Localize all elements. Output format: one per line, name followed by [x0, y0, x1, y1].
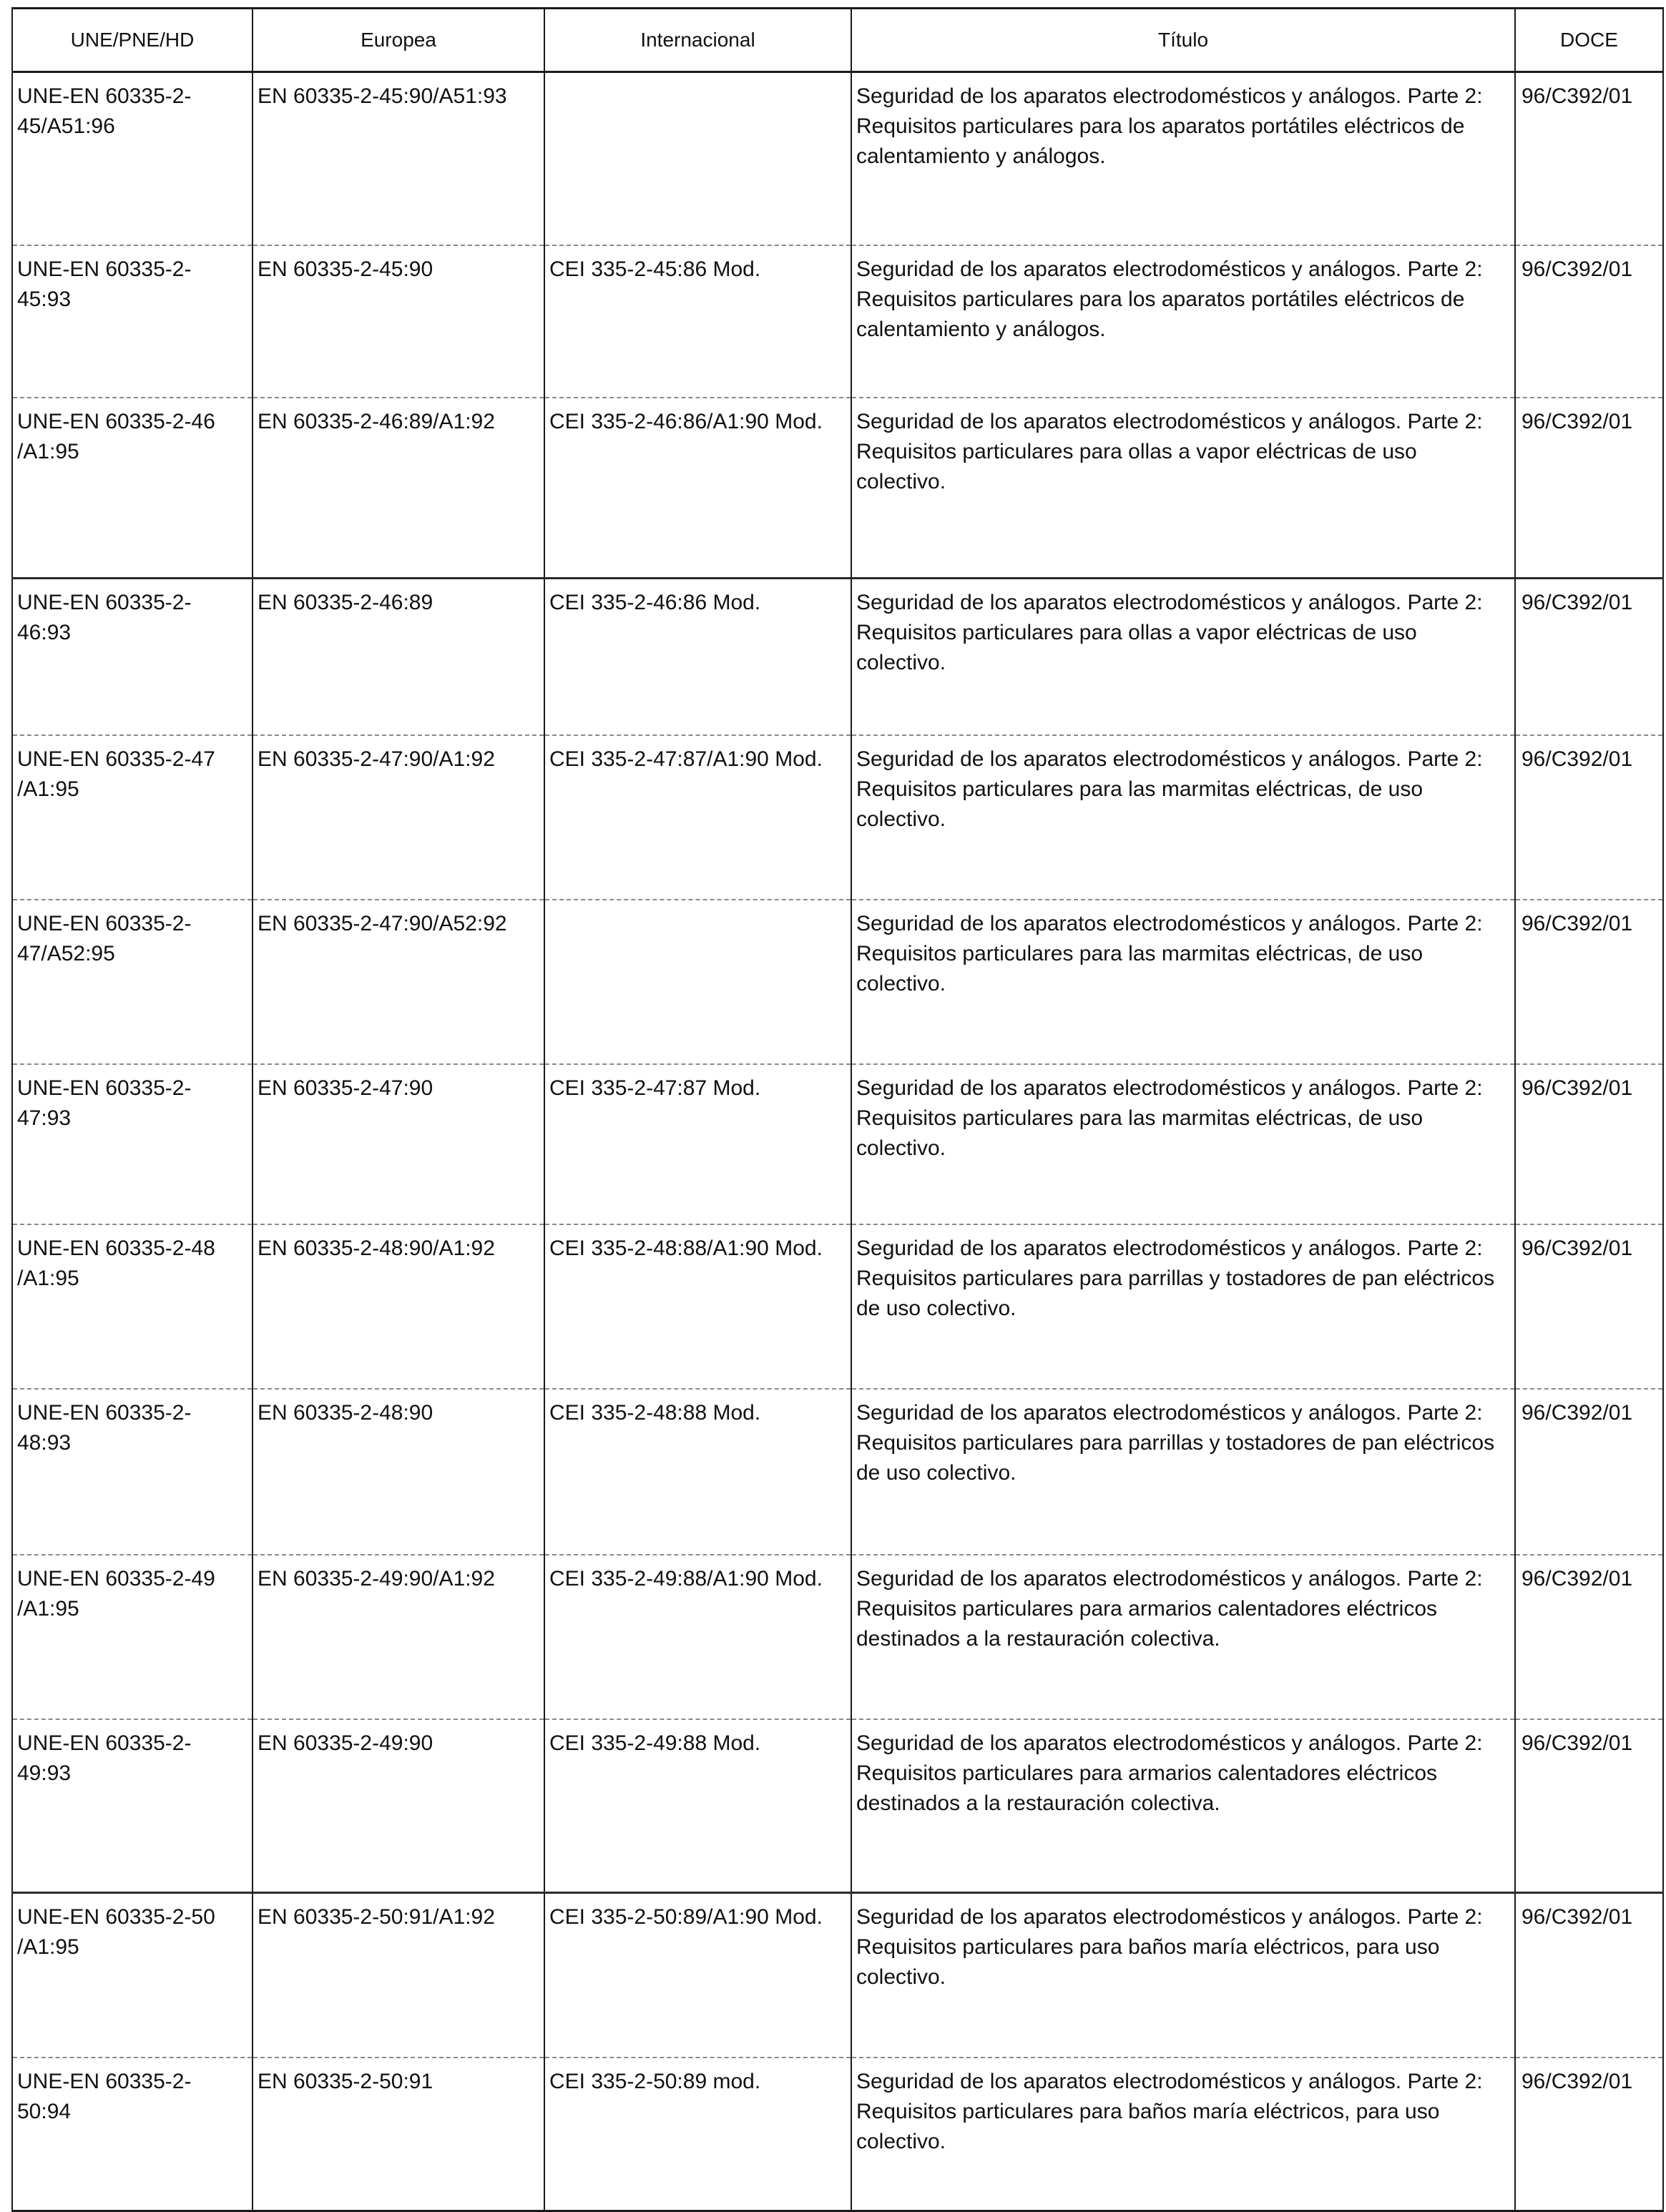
table-row	[12, 245, 1663, 398]
cell-doce: 96/C392/01	[1515, 1719, 1663, 1893]
cell-une: UNE-EN 60335-2-50 /A1:95	[12, 1893, 253, 2058]
cell-doce: 96/C392/01	[1515, 1893, 1663, 2058]
cell-titulo: Seguridad de los aparatos electrodomésticos y análogos. Parte 2: Requisitos particulares para armarios calentadores eléctricos destinados a la restauración colectiva.	[851, 1555, 1515, 1719]
cell-internacional: CEI 335-2-50:89/A1:90 Mod.	[544, 1893, 851, 2058]
cell-doce: 96/C392/01	[1515, 900, 1663, 1064]
cell-europea: EN 60335-2-50:91/A1:92	[253, 1893, 544, 2058]
cell-internacional: CEI 335-2-46:86/A1:90 Mod.	[544, 398, 851, 579]
cell-internacional	[544, 900, 851, 1064]
cell-titulo: Seguridad de los aparatos electrodomésticos y análogos. Parte 2: Requisitos particulares para armarios calentadores eléctricos destinados a la restauración colectiva.	[851, 1719, 1515, 1893]
cell-europea: EN 60335-2-49:90/A1:92	[253, 1555, 544, 1719]
cell-une: UNE-EN 60335-2-49 /A1:95	[12, 1555, 253, 1719]
header-europea: Europea	[253, 9, 544, 72]
cell-europea: EN 60335-2-48:90/A1:92	[253, 1224, 544, 1389]
cell-europea: EN 60335-2-47:90/A52:92	[253, 900, 544, 1064]
cell-internacional: CEI 335-2-47:87 Mod.	[544, 1064, 851, 1224]
cell-titulo: Seguridad de los aparatos electrodomésticos y análogos. Parte 2: Requisitos particulares para las marmitas eléctricas, de uso colectivo.	[851, 735, 1515, 900]
cell-titulo: Seguridad de los aparatos electrodomésticos y análogos. Parte 2: Requisitos particulares para baños maría eléctricos, para uso colectivo.	[851, 1893, 1515, 2058]
table-row	[12, 735, 1663, 900]
table-row	[12, 72, 1663, 246]
cell-internacional: CEI 335-2-45:86 Mod.	[544, 245, 851, 398]
cell-une: UNE-EN 60335-2-48 /A1:95	[12, 1224, 253, 1389]
cell-europea: EN 60335-2-48:90	[253, 1389, 544, 1555]
document-page	[11, 7, 1662, 2153]
cell-une: UNE-EN 60335-2-45/A51:96	[12, 72, 253, 246]
cell-une: UNE-EN 60335-2-50:94	[12, 2058, 253, 2211]
table-row	[12, 398, 1663, 579]
table-row	[12, 1224, 1663, 1389]
cell-europea: EN 60335-2-46:89	[253, 579, 544, 736]
table-body	[12, 72, 1663, 2211]
cell-une: UNE-EN 60335-2-47/A52:95	[12, 900, 253, 1064]
cell-internacional: CEI 335-2-46:86 Mod.	[544, 579, 851, 736]
cell-europea: EN 60335-2-47:90	[253, 1064, 544, 1224]
cell-internacional: CEI 335-2-49:88 Mod.	[544, 1719, 851, 1893]
cell-doce: 96/C392/01	[1515, 245, 1663, 398]
cell-titulo: Seguridad de los aparatos electrodomésticos y análogos. Parte 2: Requisitos particulares para baños maría eléctricos, para uso colectivo.	[851, 2058, 1515, 2211]
cell-une: UNE-EN 60335-2-45:93	[12, 245, 253, 398]
cell-europea: EN 60335-2-50:91	[253, 2058, 544, 2211]
cell-titulo: Seguridad de los aparatos electrodomésticos y análogos. Parte 2: Requisitos particulares para los aparatos portátiles eléctricos de calentamiento y análogos.	[851, 72, 1515, 246]
table-row	[12, 900, 1663, 1064]
header-doce: DOCE	[1515, 9, 1663, 72]
header-titulo: Título	[851, 9, 1515, 72]
cell-europea: EN 60335-2-46:89/A1:92	[253, 398, 544, 579]
cell-titulo: Seguridad de los aparatos electrodomésticos y análogos. Parte 2: Requisitos particulares para parrillas y tostadores de pan eléctricos de uso colectivo.	[851, 1224, 1515, 1389]
header-internacional: Internacional	[544, 9, 851, 72]
cell-doce: 96/C392/01	[1515, 1555, 1663, 1719]
cell-europea: EN 60335-2-45:90/A51:93	[253, 72, 544, 246]
cell-doce: 96/C392/01	[1515, 1064, 1663, 1224]
cell-internacional: CEI 335-2-48:88/A1:90 Mod.	[544, 1224, 851, 1389]
cell-doce: 96/C392/01	[1515, 579, 1663, 736]
cell-titulo: Seguridad de los aparatos electrodomésticos y análogos. Parte 2: Requisitos particulares para parrillas y tostadores de pan eléctricos de uso colectivo.	[851, 1389, 1515, 1555]
cell-titulo: Seguridad de los aparatos electrodomésticos y análogos. Parte 2: Requisitos particulares para ollas a vapor eléctricas de uso colectivo.	[851, 579, 1515, 736]
table-row	[12, 1893, 1663, 2058]
header-row	[12, 9, 1663, 72]
cell-une: UNE-EN 60335-2-46 /A1:95	[12, 398, 253, 579]
standards-table	[11, 7, 1664, 2212]
cell-une: UNE-EN 60335-2-47:93	[12, 1064, 253, 1224]
cell-internacional: CEI 335-2-47:87/A1:90 Mod.	[544, 735, 851, 900]
cell-une: UNE-EN 60335-2-49:93	[12, 1719, 253, 1893]
cell-europea: EN 60335-2-45:90	[253, 245, 544, 398]
cell-une: UNE-EN 60335-2-47 /A1:95	[12, 735, 253, 900]
cell-internacional: CEI 335-2-49:88/A1:90 Mod.	[544, 1555, 851, 1719]
table-row	[12, 579, 1663, 736]
cell-europea: EN 60335-2-47:90/A1:92	[253, 735, 544, 900]
table-row	[12, 2058, 1663, 2211]
cell-titulo: Seguridad de los aparatos electrodomésticos y análogos. Parte 2: Requisitos particulares para las marmitas eléctricas, de uso colectivo.	[851, 1064, 1515, 1224]
cell-internacional: CEI 335-2-48:88 Mod.	[544, 1389, 851, 1555]
cell-doce: 96/C392/01	[1515, 2058, 1663, 2211]
cell-doce: 96/C392/01	[1515, 1224, 1663, 1389]
cell-europea: EN 60335-2-49:90	[253, 1719, 544, 1893]
cell-internacional: CEI 335-2-50:89 mod.	[544, 2058, 851, 2211]
cell-doce: 96/C392/01	[1515, 1389, 1663, 1555]
table-header	[12, 9, 1663, 72]
cell-internacional	[544, 72, 851, 246]
table-row	[12, 1719, 1663, 1893]
table-row	[12, 1064, 1663, 1224]
cell-titulo: Seguridad de los aparatos electrodomésticos y análogos. Parte 2: Requisitos particulares para ollas a vapor eléctricas de uso colectivo.	[851, 398, 1515, 579]
table-row	[12, 1389, 1663, 1555]
cell-titulo: Seguridad de los aparatos electrodomésticos y análogos. Parte 2: Requisitos particulares para las marmitas eléctricas, de uso colectivo.	[851, 900, 1515, 1064]
cell-doce: 96/C392/01	[1515, 735, 1663, 900]
header-une: UNE/PNE/HD	[12, 9, 253, 72]
cell-une: UNE-EN 60335-2-48:93	[12, 1389, 253, 1555]
table-row	[12, 1555, 1663, 1719]
cell-doce: 96/C392/01	[1515, 72, 1663, 246]
cell-titulo: Seguridad de los aparatos electrodomésticos y análogos. Parte 2: Requisitos particulares para los aparatos portátiles eléctricos de calentamiento y análogos.	[851, 245, 1515, 398]
cell-une: UNE-EN 60335-2-46:93	[12, 579, 253, 736]
cell-doce: 96/C392/01	[1515, 398, 1663, 579]
